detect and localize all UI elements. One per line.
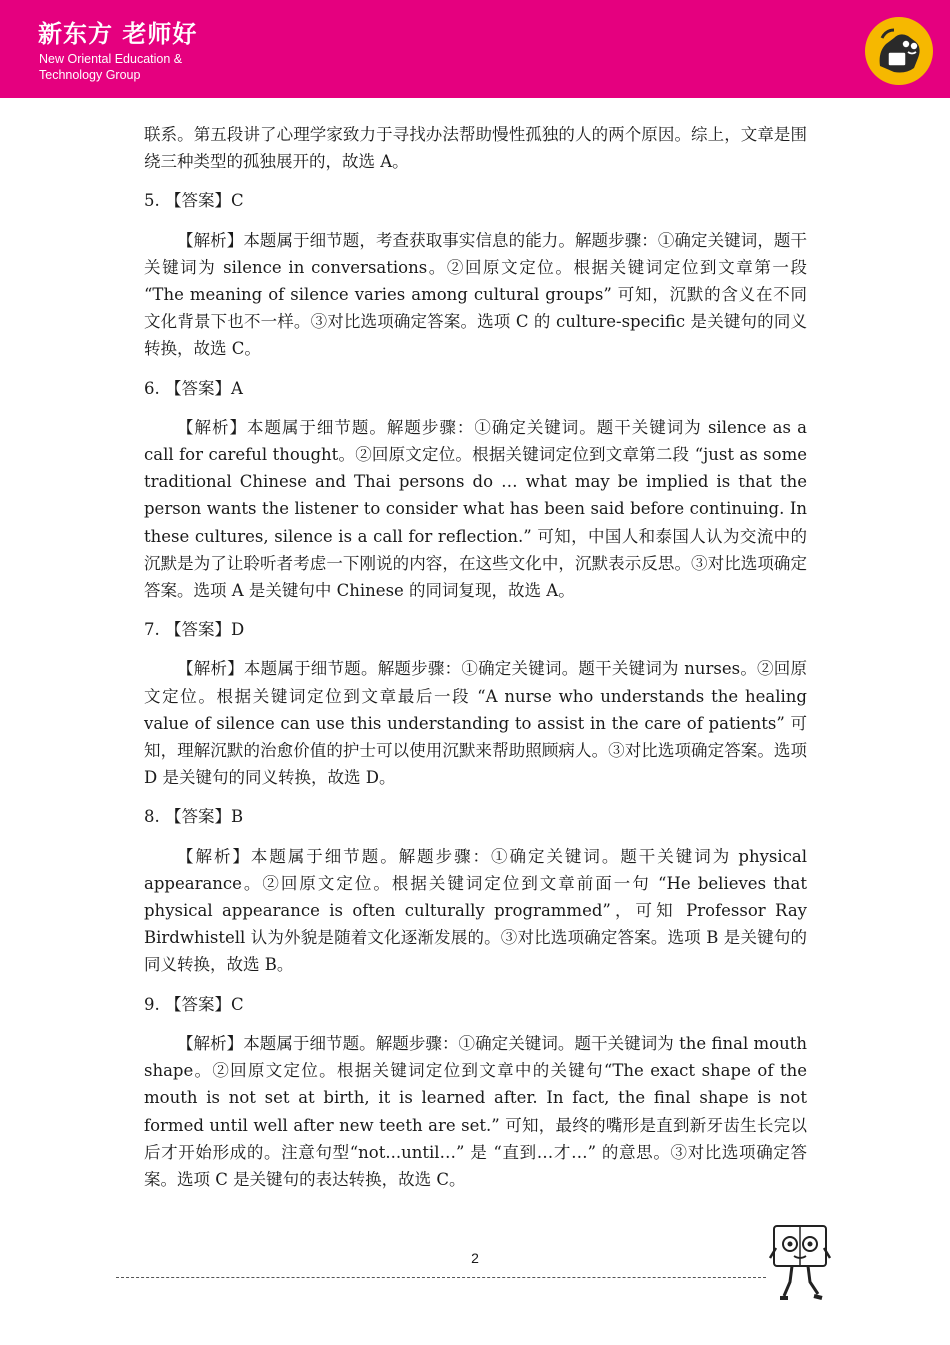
page-number: 2 [471, 1250, 479, 1266]
analysis-9: 【解析】本题属于细节题。解题步骤：①确定关键词。题干关键词为 the final mouth shape。②回原文定位。根据关键词定位到文章中的关键句“The exact shape of the mouth is not set at birth, it is learned after. In fact, the final shape is not formed until well after new teeth are set.” 可知，最终的嘴形是直到新牙齿生长完以后才开始形成的。注意句型“not...until…” 是 “直到…才…” 的意思。③对比选项确定答案。选项 C 是关键句的表达转换，故选 C。 [144, 1033, 807, 1189]
answer-8: 8. 【答案】B [144, 807, 244, 827]
document-body [144, 121, 807, 1193]
intro-paragraph: 联系。第五段讲了心理学家致力于寻找办法帮助慢性孤独的人的两个原因。综上，文章是围绕三种类型的孤独展开的，故选 A。 [144, 125, 807, 172]
answer-5: 5. 【答案】C [144, 191, 244, 211]
book-mascot-icon [768, 1222, 832, 1306]
brand-subtitle-line-2: Technology Group [39, 68, 141, 82]
footer-divider [116, 1277, 766, 1278]
answer-9: 9. 【答案】C [144, 994, 244, 1014]
analysis-6: 【解析】本题属于细节题。解题步骤：①确定关键词。题干关键词为 silence as a call for careful thought。②回原文定位。根据关键词定位到文章第二段 “just as some traditional Chinese and Thai persons do … what may be implied is that the person wants the listener to consider what has been said before continuing. In these cultures, silence is a call for reflection.” 可知，中国人和泰国人认为交流中的沉默是为了让聆听者考虑一下刚说的内容，在这些文化中，沉默表示反思。③对比选项确定答案。选项 A 是关键句中 Chinese 的同词复现，故选 A。 [144, 417, 807, 601]
analysis-7: 【解析】本题属于细节题。解题步骤：①确定关键词。题干关键词为 nurses。②回原文定位。根据关键词定位到文章最后一段 “A nurse who understands the healing value of silence can use this understanding to assist in the care of patients” 可知，理解沉默的治愈价值的护士可以使用沉默来帮助照顾病人。③对比选项确定答案。选项 D 是关键句的同义转换，故选 D。 [144, 659, 807, 788]
brand-subtitle-line-1: New Oriental Education & [39, 52, 183, 66]
analysis-5: 【解析】本题属于细节题，考查获取事实信息的能力。解题步骤：①确定关键词，题干关键词为 silence in conversations。②回原文定位。根据关键词定位到文章第一段 “The meaning of silence varies among cultural groups” 可知，沉默的含义在不同文化背景下也不一样。③对比选项确定答案。选项 C 的 culture-specific 是关键句的同义转换，故选 C。 [144, 230, 807, 359]
page-header [0, 0, 950, 98]
brand-subtitle-en [39, 51, 182, 83]
new-oriental-mascot-logo-icon [864, 16, 934, 86]
answer-7: 7. 【答案】D [144, 620, 245, 640]
answer-6: 6. 【答案】A [144, 378, 243, 398]
brand-title-cn: 新东方 老师好 [38, 20, 198, 48]
analysis-8: 【解析】本题属于细节题。解题步骤：①确定关键词。题干关键词为 physical appearance。②回原文定位。根据关键词定位到文章前面一句 “He believes that physical appearance is often culturally programmed”，可知 Professor Ray Birdwhistell 认为外貌是随着文化逐渐发展的。③对比选项确定答案。选项 B 是关键句的同义转换，故选 B。 [144, 846, 807, 975]
